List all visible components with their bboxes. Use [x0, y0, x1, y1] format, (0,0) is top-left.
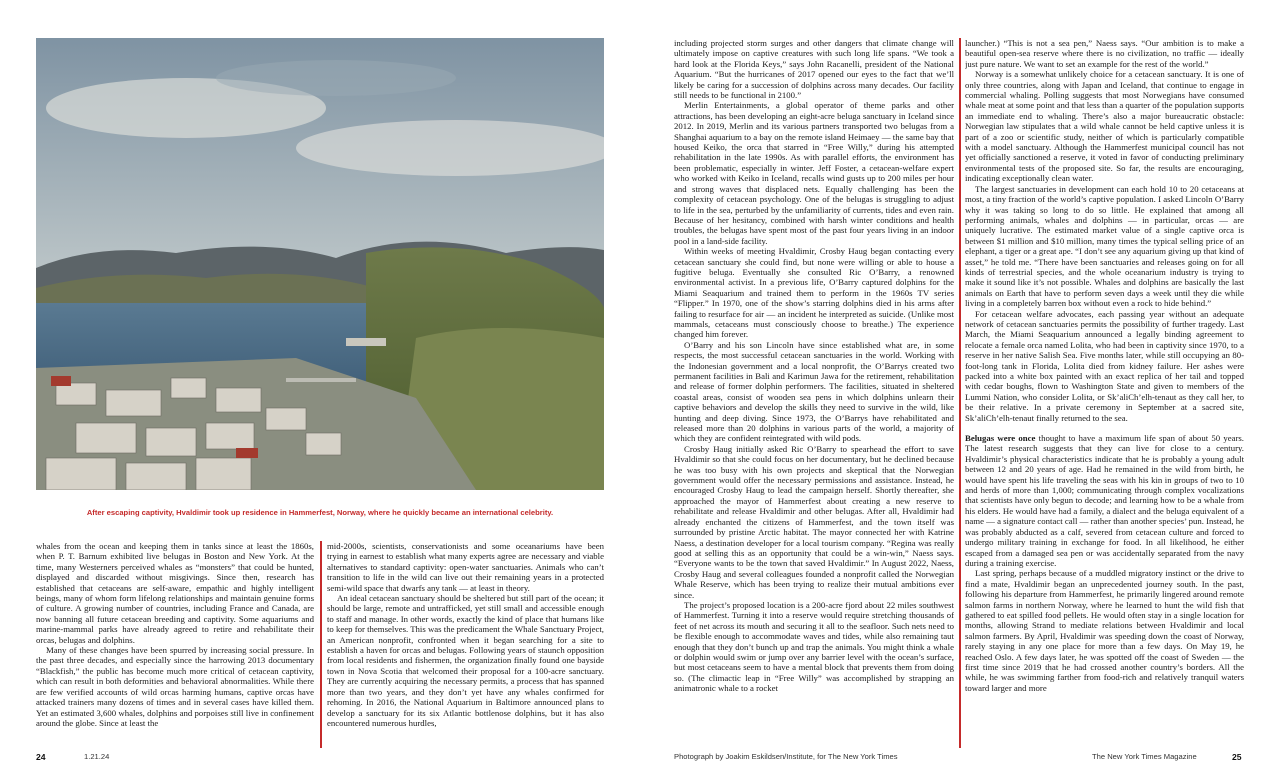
- paragraph: Crosby Haug initially asked Ric O’Barry to spearhead the effort to save Hvaldimir so that she could focus on her documentary, but he declined because he was too busy with his own projects and skeptical that the Norwegian government would offer the necessary permissions and assistance. Instead, he encouraged Crosby Haug to lead the campaign herself. Shortly thereafter, she approached the mayor of Hammerfest about creating a new reserve to rehabilitate and release Hvaldimir and other belugas. After all, Hvaldimir had already enchanted the citizens of Hammerfest, and the town itself was surrounded by pristine Arctic habitat. The mayor connected her with Katrine Naess, a destination developer for a local tourism company. “Regina was really good at selling this as an opportunity that could be a win-win,” Naess says. “Everyone wants to be the town that saved Hvaldimir.” In August 2022, Naess, Crosby Haug and several colleagues founded a nonprofit called the Norwegian Whale Reserve, which has been trying to realize their mutual ambitions ever since.: [674, 443, 954, 600]
- paragraph: launcher.) “This is not a sea pen,” Naess says. “Our ambition is to make a beautiful open-sea reserve where there is no civilization, no traffic — ideally just pure nature. We want to set an example for the rest of the world.”: [965, 38, 1244, 69]
- photo-caption: After escaping captivity, Hvaldimir took up residence in Hammerfest, Norway, where he quickly became an international celebrity.: [86, 508, 554, 517]
- photo-credit: Photograph by Joakim Eskildsen/Institute, for The New York Times: [674, 752, 898, 761]
- column-4: [965, 38, 1244, 748]
- left-page-number: 24: [36, 752, 46, 762]
- paragraph: Within weeks of meeting Hvaldimir, Crosby Haug began contacting every cetacean sanctuary she could find, but none were willing or able to house a fugitive beluga. Eventually she consulted Ric O’Barry, a renowned environmental activist. In a previous life, O’Barry captured dolphins for the Miami Seaquarium and trained them to perform in the 1960s TV series “Flipper.” In 1970, one of the show’s starring dolphins died in his arms after failing to resurface for air — an incident he interpreted as suicide. (Unlike most mammals, cetaceans must consciously choose to breathe.) The experience changed him forever.: [674, 246, 954, 340]
- paragraph: Merlin Entertainments, a global operator of theme parks and other attractions, has been developing an eight-acre beluga sanctuary in Iceland since 2012. In 2019, Merlin and its various partners transported two belugas from a Shanghai aquarium to a bay on the remote island Heimaey — the same bay that housed Keiko, the orca that starred in “Free Willy,” during his attempted rehabilitation in the late 1990s. As with parallel efforts, the environment has been problematic, especially in winter. Jeff Foster, a cetacean-welfare expert who worked with Keiko in Iceland, recalls wind gusts up to 200 miles per hour and strong waves that displaced nets. Equally challenging has been the complexity of cetacean psychology. One of the belugas is struggling to adjust to life in the sea, perturbed by the unfamiliarity of currents, tides and even rain. Because of her hesitancy, combined with harsh winter conditions and health troubles, the belugas have spent most of the past four years living in an indoor pool in a land-side facility.: [674, 100, 954, 246]
- issue-date: 1.21.24: [84, 752, 110, 761]
- paragraph: whales from the ocean and keeping them in tanks since at least the 1860s, when P. T. Barnum exhibited live belugas in Boston and New York. At the time, many Westerners perceived whales as “monsters” that could be hunted, displayed and discarded without misgivings. Since then, research has established that cetaceans are self-aware, empathic and highly intelligent beings, many of whom form lifelong relationships and maintain genuine forms of culture. A growing number of countries, including France and Canada, are now banning all future cetacean breeding and captivity. Some aquariums and marine-mammal parks have already agreed to retire and rehabilitate their orcas, belugas and dolphins.: [36, 541, 314, 645]
- paragraph-section-start: [965, 433, 1244, 568]
- paragraph: Norway is a somewhat unlikely choice for a cetacean sanctuary. It is one of only three countries, along with Japan and Iceland, that continue to engage in commercial whaling. Polling suggests that most Norwegians have consumed whale meat at some point and that less than a quarter of the population supports an immediate end to whaling. There’s also a major bureaucratic obstacle: Norwegian law stipulates that a wild whale cannot be held captive unless it is part of a zoo or scientific study, neither of which is particularly compatible with a model sanctuary. Although the Hammerfest municipal council has not yet officially sanctioned a reserve, it voted in favor of conducting preliminary environmental tests of the proposed site. So far, the results are encouraging, indicating exceptionally clean water.: [965, 69, 1244, 184]
- column-rule: [320, 541, 322, 748]
- hammerfest-photo: [36, 38, 604, 490]
- paragraph: Last spring, perhaps because of a muddled migratory instinct or the drive to find a mate, Hvaldimir began an unprecedented journey south. In the past, following his departure from Hammerfest, he primarily lingered around remote salmon farms in northern Norway, where he learned to hunt the wild fish that gathered to eat spilled food pellets. He would often stay in a single location for months, allowing Strand to mediate relations between Hvaldimir and local salmon farmers. By April, Hvaldimir was speeding down the coast of Norway, rarely staying in any one place for more than a few days. On May 19, he reached Oslo. A few days later, he was spotted off the coast of Sweden — the first time since 2019 that he had crossed another country’s borders. All the while, he was swimming farther from food-rich and relatively tranquil waters toward larger and more: [965, 568, 1244, 693]
- lead-in: Belugas were once: [965, 433, 1036, 444]
- column-3: [674, 38, 954, 748]
- publication-name: The New York Times Magazine: [1092, 752, 1197, 761]
- harbor-photo-illustration: [36, 38, 604, 490]
- paragraph: The largest sanctuaries in development can each hold 10 to 20 cetaceans at most, a tiny fraction of the world’s captive population. I asked Lincoln O’Barry why it was taking so long to do so little. He explained that among all performing animals, whales and dolphins — in particular, orcas — are uniquely lucrative. The estimated market value of a single captive orca is between $1 million and $10 million, many times the typical selling price of an elephant, a tiger or a great ape. “I don’t see any aquarium giving up that kind of asset,” he told me. “There have been sanctuaries and releases going on for all kinds of terrestrial species, and the whole oceanarium industry is trying to make it sound like it’s not possible. Whales and dolphins are basically the last animals on Earth that have to perform seven days a week until they die while living in a completely barren box without even a rock to hide behind.”: [965, 183, 1244, 309]
- paragraph: For cetacean welfare advocates, each passing year without an adequate network of cetacean sanctuaries permits the possibility of further tragedy. Last March, the Miami Seaquarium announced a legally binding agreement to relocate a female orca named Lolita, who had been in captivity since 1970, to a reserve in her native Salish Sea. Five months later, while still occupying an 80-foot-long tank in Florida, Lolita died from kidney failure. Her ashes were packed into a white box painted with an exact replica of her tail and topped with cedar boughs, flown to Washington State and given to members of the Lummi Nation, who consider Lolita, or Sk’aliCh’elh-tenaut as they call her, to be their relative. In a private ceremony in September at a sacred site, Sk’aliCh’elh-tenaut finally returned to the sea.: [965, 308, 1244, 423]
- paragraph-text: thought to have a maximum life span of about 50 years. The latest research suggests that they can live for close to a century. Hvaldimir’s physical characteristics indicate that he is probably a young adult between 12 and 20 years of age. Had he remained in the wild from birth, he would have spent his life traveling the seas with his kin in groups of two to 10 and herds of more than 1,000; communicating through complex vocalizations that scientists have only begun to decode; and learning how to be a whale from his elders. He would have had a family, a dialect and the beluga equivalent of a name — a signature contact call — rather than another species’ pun. Instead, he was probably abducted as a calf, severed from cetacean culture and forced to undergo military training in exchange for food. In all likelihood, he either escaped from a damaged sea pen or was accidentally separated from the navy during a training exercise.: [965, 433, 1244, 568]
- paragraph: The project’s proposed location is a 200-acre fjord about 22 miles southwest of Hammerfest. Turning it into a reserve would require stretching thousands of feet of net across its mouth and securing it all to the seafloor. Such nets need to be flexible enough to accommodate waves and tides, while also remaining taut enough that they don’t bunch up and trap the animals. You might think a whale or dolphin would swim or jump over any barrier level with the ocean’s surface, but most cetaceans seem to have a mental block that prevents them from doing so. (The climactic leap in “Free Willy” was accomplished by strapping an animatronic whale to a rocket: [674, 599, 954, 694]
- column-rule: [959, 38, 961, 748]
- paragraph: mid-2000s, scientists, conservationists and some oceanariums have been trying in earnest to establish what many experts agree are necessary and viable alternatives to standard captivity: open-water sanctuaries. Animals who can’t transition to life in the wild can live out their remaining years in a protected semi-wild space that dwarfs any tank — at least in theory.: [327, 541, 604, 593]
- column-1: [36, 541, 314, 748]
- right-page-number: 25: [1232, 752, 1242, 762]
- paragraph: An ideal cetacean sanctuary should be sheltered but still part of the ocean; it should be large, remote and untrafficked, yet still small and accessible enough to staff and manage. In other words, exactly the kind of place that humans like to keep for themselves. This was the predicament the Whale Sanctuary Project, an American nonprofit, confronted when it began searching for a site to establish a haven for orcas and belugas. Following years of staunch opposition from local residents and fishermen, the organization finally found one bayside town in Nova Scotia that welcomed their proposal for a 100-acre sanctuary. They are currently acquiring the necessary permits, a process that has spanned more than two years, and they don’t yet have any whales confirmed for rehoming. In 2016, the National Aquarium in Baltimore announced plans to develop a sanctuary for its six Atlantic bottlenose dolphins, but it has also encountered numerous hurdles,: [327, 593, 604, 728]
- column-2: [327, 541, 604, 748]
- paragraph: including projected storm surges and other dangers that climate change will ultimately impose on captive creatures with such long life spans. “We took a hard look at the Florida Keys,” says John Racanelli, president of the National Aquarium. “But the hurricanes of 2017 opened our eyes to the fact that we’ll likely be caring for a succession of dolphins across many decades. Our facility still needs to be functional in 2100.”: [674, 38, 954, 101]
- paragraph: O’Barry and his son Lincoln have since established what are, in some respects, the most successful cetacean sanctuaries in the world. Working with the Indonesian government and a local nonprofit, the O’Barrys created two permanent facilities in Bali and Karimun Jawa for the retirement, rehabilitation and release of former dolphin performers. The facilities, situated in sheltered coastal areas, consist of wooden sea pens in which dolphins unlearn their captive behaviors and develop the skills they need to survive in the wild, like hunting and deep diving. Since 1973, the O’Barrys have rehabilitated and released more than 20 dolphins in various parts of the world, a majority of which they are confident reintegrated with wild pods.: [674, 339, 954, 444]
- paragraph: Many of these changes have been spurred by increasing social pressure. In the past three decades, and especially since the harrowing 2013 documentary “Blackfish,” the public has become much more critical of cetacean captivity, which can result in both deformities and behavioral abnormalities. While there are few verified accounts of wild orcas harming humans, captive orcas have attacked trainers many dozens of times and in several cases have killed them. Yet an estimated 3,600 whales, dolphins and porpoises still live in confinement around the globe. Since at least the: [36, 645, 314, 728]
